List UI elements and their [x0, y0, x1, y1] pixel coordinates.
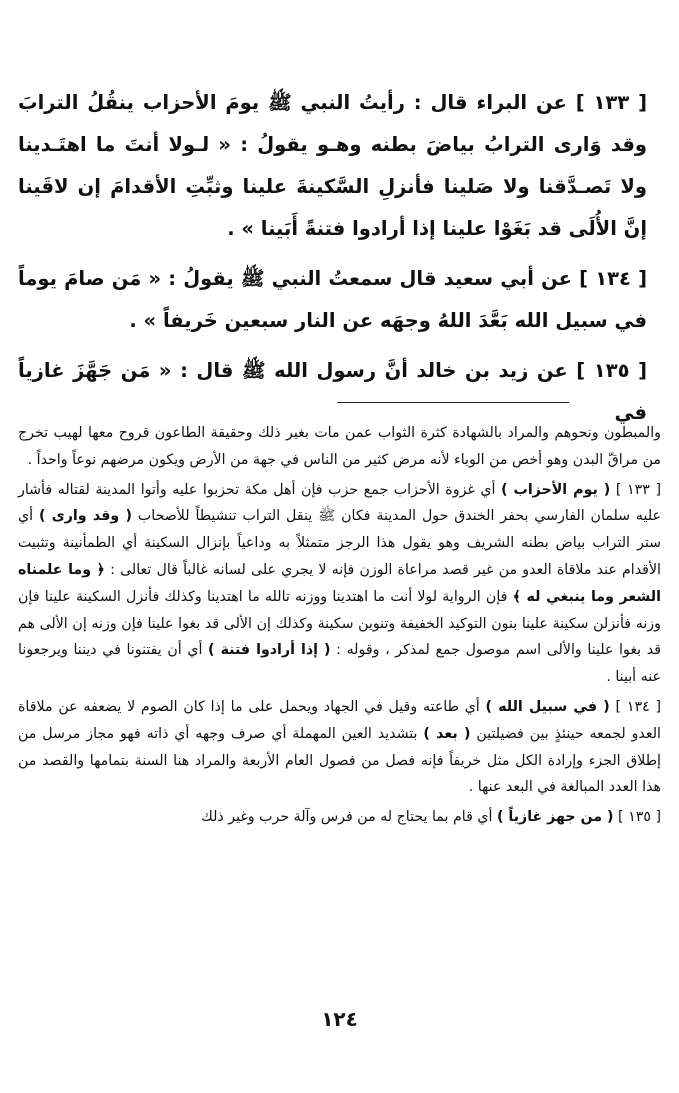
page-number: ١٢٤ — [321, 1007, 358, 1031]
commentary-intro: والمبطون ونحوهم والمراد بالشهادة كثرة الثواب عمن مات بغير ذلك وحقيقة الطاعون قروح معها لهيب تخرج من مراقّ البدن وهو أخص من الوباء لأنه مرض كثير من الناس في جهة من الأرض ويكون مرضهم نوعاً واحداً . — [18, 425, 661, 468]
hadith-135: [ ١٣٥ ] عن زيد بن خالد أنَّ رسول الله ﷺ قال : « مَن جَهَّزَ غازياً في — [18, 359, 647, 424]
keyword-fi-sabil-allah: ( في سبيل الله ) — [485, 698, 610, 715]
commentary-134-text-2: بتشديد العين المهملة أي صرف وجهه أي ذاته فهو مجاز مرسل من إطلاق الجزء وإرادة الكل مثل خريفاً فإنه فصل من فصول العام الأربعة والمراد هنا السنة بتمامها والقصد من هذا العدد المبالغة في البعد عنها . — [18, 725, 661, 796]
quran-quote: ﴿ وما علمناه الشعر وما ينبغي له ﴾ — [18, 561, 661, 605]
commentary-text — [18, 420, 661, 834]
keyword-yawm-al-ahzab: ( يوم الأحزاب ) — [501, 481, 611, 498]
hadith-133: [ ١٣٣ ] عن البراء قال : رأيتُ النبي ﷺ يومَ الأحزاب ينقُلُ الترابَ وقد وَارى الترابُ بياضَ بطنه وهـو يقولُ : « لـولا أنتَ ما اهتَـدينا ولا تَصـدَّقنا ولا صَلينا فأنزلِ السَّكينةَ علينا وثبِّتِ الأقدامَ إن لاقَينا إنَّ الأُلَى قد بَغَوْا علينا إذا أرادوا فتنةً أَبَينا » . — [18, 91, 648, 240]
hadith-text — [18, 82, 647, 442]
keyword-idha-aradu-fitna: ( إذا أرادوا فتنة ) — [208, 642, 331, 659]
commentary-133-text-3: فإن الرواية لولا أنت ما اهتدينا ووزنه تالله ما اهتدينا وكذلك فأنزل السكينة علينا فإن وزنه فأنزلن سكينة علينا بنون التوكيد الخفيفة وتنوين سكينة وكذلك إن الألى قد بغوا علينا فإن وزنه إن الألى هم قد بغوا علينا والألى اسم موصول جمع لمذكر ، وقوله : — [18, 588, 661, 659]
commentary-135 — [18, 804, 661, 831]
hadith-134: [ ١٣٤ ] عن أبي سعيد قال سمعتُ النبي ﷺ يقولُ : « مَن صامَ يوماً في سبيل الله بَعَّدَ اللهُ وجهَه عن النار سبعين خَريفاً » . — [18, 267, 647, 332]
commentary-134-text-1: أي طاعته وقيل في الجهاد ويحمل على ما إذا كان الصوم لا يضعفه عن ملاقاة العدو لجمعه حينئذٍ بين فضيلتين — [18, 698, 661, 742]
keyword-wa-qad-wara: ( وقد وارى ) — [38, 508, 133, 525]
commentary-133-text-4: أي أن يفتنونا في ديننا ويرجعونا عنه أبينا . — [18, 642, 661, 686]
commentary-134 — [18, 694, 661, 801]
commentary-133-text-2: أي ستر التراب بياض بطنه الشريف وهو يقول هذا الرجز متمثلاً به وداعياً بإنزال السكينة أي الطمأنينة وتثبيت الأقدام عند ملاقاة العدو من غير قصد مراعاة الوزن فإنه لا يجري على لسانه غالباً قال تعالى : — [18, 508, 661, 578]
commentary-133-text-1: أي غزوة الأحزاب جمع حزب فإن أهل مكة تحزبوا عليه وأتوا المدينة لقتاله فأشار عليه سلمان الفارسي بحفر الخندق حول المدينة فكان ﷺ ينقل التراب تنشيطاً للأصحاب — [18, 481, 661, 525]
commentary-133-number: [ ١٣٣ ] — [610, 481, 661, 498]
footnote-divider — [337, 402, 569, 403]
commentary-135-number: [ ١٣٥ ] — [613, 809, 661, 826]
keyword-baad: ( بعد ) — [423, 725, 471, 742]
commentary-135-text-1: أي قام بما يحتاج له من فرس وآلة حرب وغير ذلك — [201, 809, 497, 826]
commentary-133 — [18, 477, 661, 691]
commentary-134-number: [ ١٣٤ ] — [609, 698, 662, 715]
keyword-man-jahhaza: ( من جهز غازياً ) — [496, 809, 614, 826]
